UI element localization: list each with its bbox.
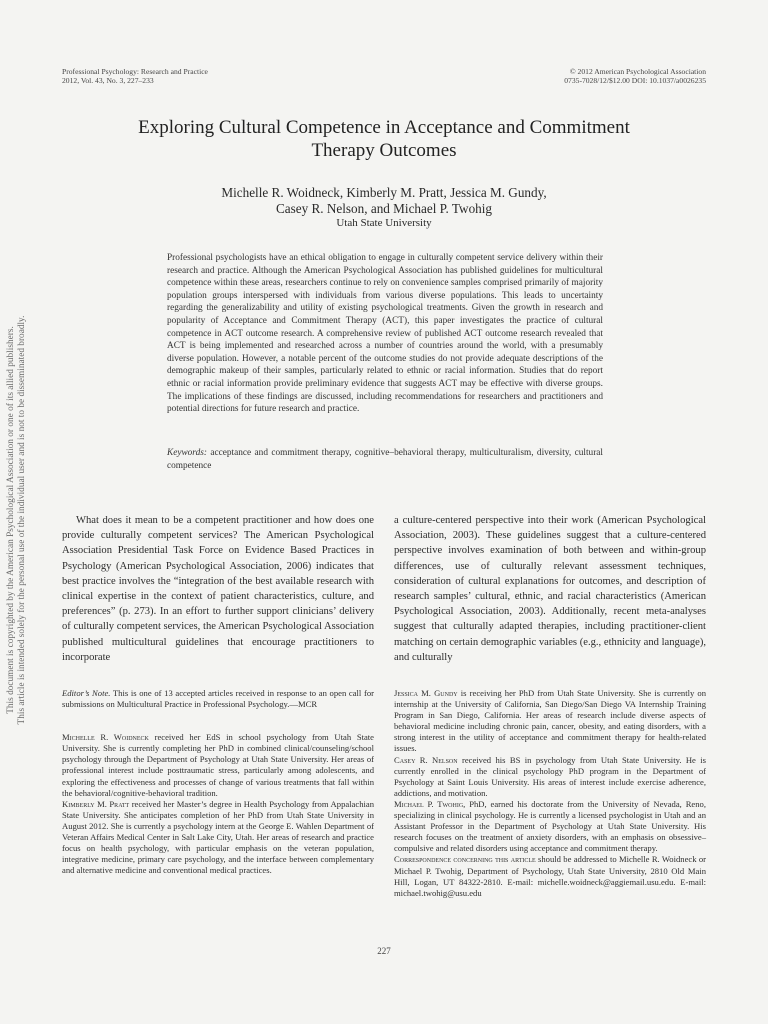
copyright-line: © 2012 American Psychological Association [569, 67, 706, 76]
bio-text: received her Master’s degree in Health Psychology from Appalachian State University. She anticipates completion of her PhD from Utah State University in August 2012. She is currently a psychology intern at the George E. Wahlen Department of Veteran Affairs Medical Center in Salt Lake City, Utah. Her areas of research and practice focus on health psychology, with particular emphasis on the veteran population, integrative medicine, primary care psychology, and the interface between complementary and alternative medicine and conventional medical practices. [62, 798, 374, 876]
copyright-side-notice [6, 290, 28, 750]
bio-text: is receiving her PhD from Utah State University. She is currently on internship at the University of California, San Diego/San Diego VA Internship Training Program in San Diego, California. Her areas of research include diverse aspects of behavioral medicine including chronic pain, cancer, obesity, and eating disorders, with a strong interest in the utility of acceptance and commitment therapy for health-related issues. [394, 688, 706, 754]
bio-text: received his BS in psychology from Utah State University. He is currently enrolled in the clinical psychology PhD program in the Department of Psychology at Saint Louis University. His areas of interest include exercise adherence, addictions, and motivation. [394, 754, 706, 798]
correspondence [394, 854, 706, 898]
journal-header [62, 67, 208, 85]
affiliation: Utah State University [336, 217, 432, 229]
keywords-text: acceptance and commitment therapy, cognitive–behavioral therapy, multiculturalism, diversity, cultural competence [167, 448, 603, 471]
keywords-label: Keywords: [167, 448, 207, 458]
bio-nelson [394, 755, 706, 799]
title-line-2: Therapy Outcomes [311, 140, 457, 161]
footnotes-left [62, 688, 374, 876]
editors-note-text: This is one of 13 accepted articles received in response to an open call for submissions on Multicultural Practice in Professional Psychology.—MCR [62, 688, 374, 710]
footnotes-right [394, 688, 706, 899]
copyright-header [564, 67, 706, 85]
title-line-1: Exploring Cultural Competence in Acceptance and Commitment [138, 117, 630, 138]
bio-name: Michelle R. Woidneck [62, 732, 149, 743]
journal-name: Professional Psychology: Research and Practice [62, 67, 208, 76]
correspondence-label: Correspondence concerning this article [394, 854, 536, 865]
bio-name: Kimberly M. Pratt [62, 798, 130, 809]
authors-line-2: Casey R. Nelson, and Michael P. Twohig [275, 201, 493, 216]
doi-line: 0735-7028/12/$12.00 DOI: 10.1037/a0026235 [564, 76, 706, 85]
journal-volume: 2012, Vol. 43, No. 3, 227–233 [62, 76, 154, 85]
bio-twohig [394, 799, 706, 854]
bio-name: Jessica M. Gundy [394, 688, 458, 698]
bio-text: , PhD, earned his doctorate from the University of Nevada, Reno, specializing in clinical psychology. He is currently a licensed psychologist in Utah and an Assistant Professor in the Department of Psychology at Utah State University. His research focuses on the treatment of anxiety disorders, with an emphasis on obsessive–compulsive and related disorders using acceptance and commitment therapy. [394, 798, 706, 854]
author-list [62, 185, 706, 217]
authors-line-1: Michelle R. Woidneck, Kimberly M. Pratt, Jessica M. Gundy, [221, 185, 547, 200]
bio-pratt [62, 799, 374, 877]
editors-note-label: Editor’s Note. [62, 688, 111, 698]
editors-note [62, 688, 374, 710]
keywords [167, 447, 603, 472]
article-title [62, 116, 706, 162]
side-notice-line-1: This document is copyrighted by the American Psychological Association or one of its allied publishers. [6, 326, 16, 714]
body-column-right: a culture-centered perspective into their work (American Psychological Association, 2003). These guidelines suggest that a culture-centered perspective involves examination of both between and within-group differences, use of culturally relevant assessment techniques, consideration of cultural explanations for outcomes, and description of research samples’ cultural, ethnic, and racial characteristics (American Psychological Association, 2003). Additionally, recent meta-analyses suggest that culturally adapted therapies, including practitioner-client matching on certain demographic variables (e.g., ethnicity and language), and culturally [394, 515, 706, 663]
side-notice-line-2: This article is intended solely for the personal use of the individual user and is not to be disseminated broadly. [17, 315, 27, 725]
bio-text: received her EdS in school psychology from Utah State University. She is currently completing her PhD in combined clinical/counseling/school psychology through the Department of Psychology at Utah State University. Her areas of professional interest include posttraumatic stress, particularly among adolescents, and exploring the effectiveness and processes of change of various treatments that fall within the behavioral/cognitive-behavioral tradition. [62, 732, 375, 798]
bio-woidneck [62, 732, 374, 799]
body-column-left: What does it mean to be a competent practitioner and how does one provide culturally competent services? The American Psychological Association Presidential Task Force on Evidence Based Practices in Psychology (American Psychological Association, 2006) indicates that best practice involves the “integration of the best available research with clinical expertise in the context of patient characteristics, culture, and preferences” (p. 273). In an effort to further support clinicians’ delivery of culturally competent services, the American Psychological Association published multicultural guidelines that encourage practitioners to incorporate [62, 515, 374, 663]
bio-name: Michael P. Twohig [394, 798, 464, 809]
page-number: 227 [377, 946, 391, 956]
correspondence-text: should be addressed to Michelle R. Woidneck or Michael P. Twohig, Department of Psychology, Utah State University, 2810 Old Main Hill, Logan, UT 84322-2810. E-mail: michelle.woidneck@aggiemail.usu.edu. E-mail: michael.twohig@usu.edu [394, 854, 706, 898]
bio-gundy [394, 688, 706, 755]
abstract: Professional psychologists have an ethical obligation to engage in culturally competent service delivery within their research and practice. Although the American Psychological Association has published guidelines for multicultural competence within these areas, researchers continue to rely on convenience samples comprised primarily of majority population groups interspersed with individuals from various diverse populations. This leads to uncertainty regarding the generalizability and utility of existing psychological treatments. Given the growth in research and popularity of Acceptance and Commitment Therapy (ACT), this paper investigates the practice of cultural competence in ACT outcome research. A comprehensive review of published ACT outcome research revealed that ACT is being implemented and researched across a number of countries around the world, with a presumably diverse population. However, a notable percent of the outcome studies do not provide adequate descriptions of the demographic makeup of their samples, particularly related to ethnic or racial information. Studies that do report ethnic or racial information provide preliminary evidence that suggests ACT may be effective with diverse groups. The implications of these findings are discussed, including recommendations for researchers and practitioners and potential directions for future research and practice. [167, 253, 603, 415]
bio-name: Casey R. Nelson [394, 754, 458, 765]
